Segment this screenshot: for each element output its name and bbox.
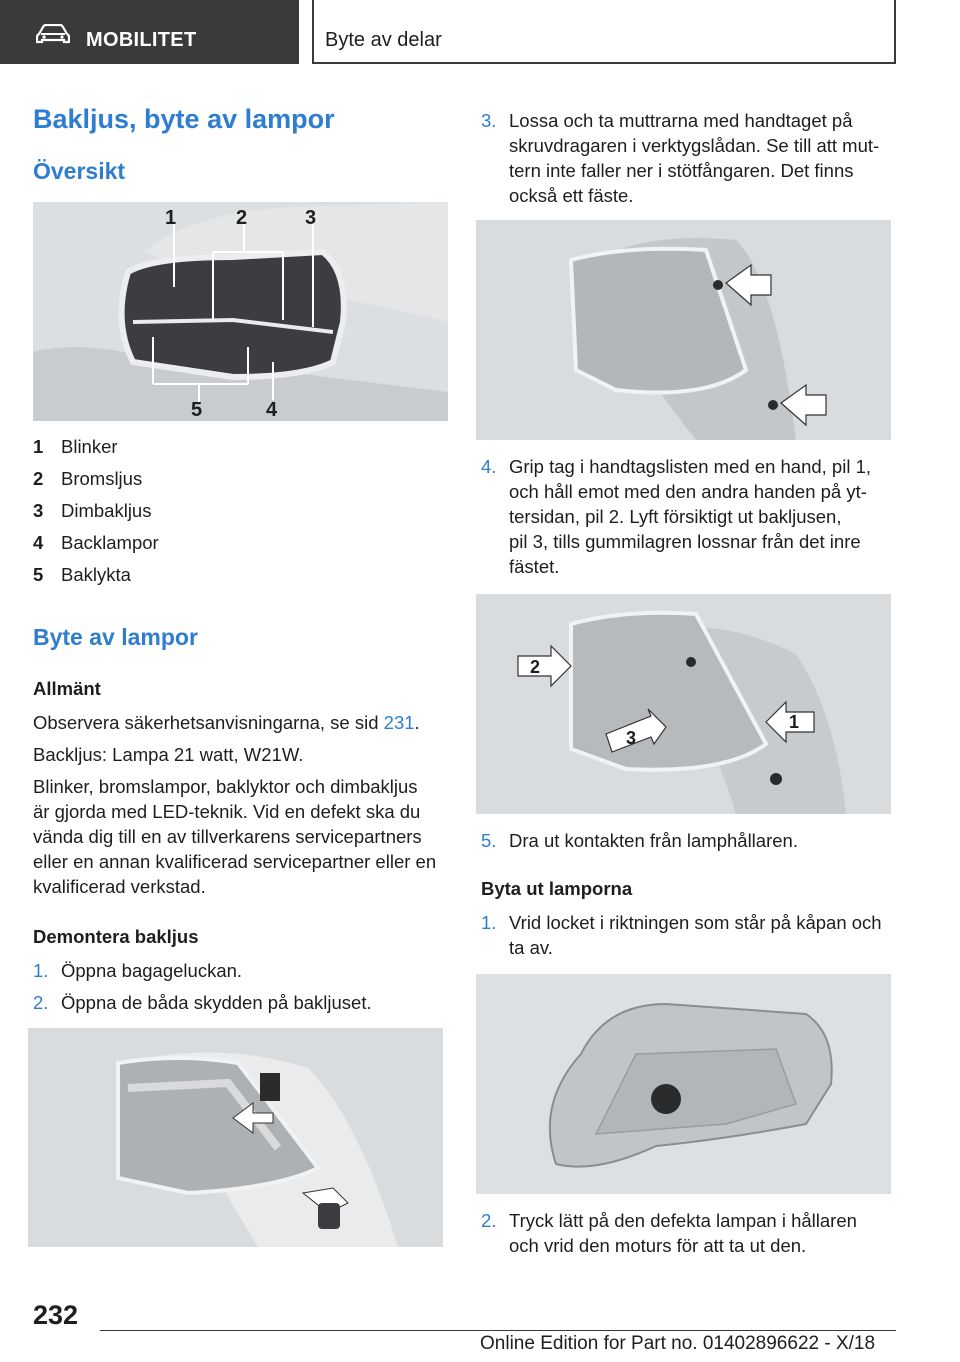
lift-out-figure (476, 594, 891, 814)
legend-number: 4 (33, 532, 44, 553)
bulb-spec: Backljus: Lampa 21 watt, W21W. (33, 744, 304, 765)
page-number: 232 (33, 1300, 79, 1330)
footer-rule (100, 1330, 896, 1331)
callout-2: 2 (236, 207, 248, 229)
arrow-label-3: 3 (626, 728, 637, 748)
replace-step-1: 1. Vrid locket i riktningen som står på kåpan och ta av. (481, 912, 882, 958)
trunk-covers-figure (28, 1028, 443, 1247)
callout-5: 5 (191, 399, 203, 421)
arrow-label-1: 1 (789, 712, 800, 732)
legend-label: Baklykta (61, 564, 131, 585)
general-heading: Allmänt (33, 678, 101, 699)
dismount-step-2: 2. Öppna de båda skydden på bakljuset. (33, 992, 372, 1013)
overview-figure (33, 202, 448, 421)
legend-item (33, 468, 333, 500)
legend-item (33, 532, 333, 564)
legend-label: Dimbakljus (61, 500, 152, 521)
callout-1: 1 (165, 207, 177, 229)
header-right-border (894, 0, 896, 64)
section-tab (0, 0, 299, 64)
safety-note: Observera säkerhetsanvisningarna, se sid 231. (33, 712, 420, 733)
legend-label: Bromsljus (61, 468, 143, 489)
legend-number: 3 (33, 500, 44, 521)
page-link[interactable]: 231 (383, 712, 415, 733)
lamp-unit-figure (476, 974, 891, 1194)
page-title: Byte av delar (325, 29, 442, 51)
callout-3: 3 (305, 207, 317, 229)
arrow-label-2: 2 (530, 657, 541, 677)
legend-item (33, 500, 333, 532)
legend-number: 5 (33, 564, 44, 585)
legend-label: Blinker (61, 436, 118, 457)
legend-number: 1 (33, 436, 44, 457)
main-heading: Bakljus, byte av lampor (33, 104, 335, 134)
legend-item (33, 436, 333, 468)
dismount-step-4: 4. Grip tag i handtagslisten med en hand, pil 1, och håll emot med den andra handen på yt- tersidan, pil 2. Lyft försiktigt ut bakljusen, pil 3, tills gummilagren lossnar från det inre fästet. (481, 456, 872, 577)
car-icon (36, 24, 70, 44)
edition-text: Online Edition for Part no. 01402896622 - X/18 (480, 1333, 876, 1354)
replace-step-2: 2. Tryck lätt på den defekta lampan i hållaren och vrid den moturs för att ta ut den. (481, 1210, 857, 1256)
section-label: MOBILITET (86, 29, 197, 51)
dismount-heading: Demontera bakljus (33, 926, 199, 947)
led-paragraph: Blinker, bromslampor, baklyktor och dimbakljus är gjorda med LED-teknik. Vid en defekt ska du vända dig till en av tillverkarens servicepartners eller en annan kvalificerad servicepartner eller en kvalificerad verkstad. (33, 776, 437, 897)
replace-bulbs-heading: Byta ut lamporna (481, 878, 633, 899)
nuts-figure (476, 220, 891, 440)
header-divider (312, 0, 314, 64)
header-underline (312, 62, 896, 64)
replace-heading: Byte av lampor (33, 624, 198, 650)
legend-label: Backlampor (61, 532, 159, 553)
legend-item (33, 564, 333, 596)
dismount-step-1: 1. Öppna bagageluckan. (33, 960, 243, 981)
callout-4: 4 (266, 399, 278, 421)
dismount-step-5: 5. Dra ut kontakten från lamphållaren. (481, 830, 798, 851)
dismount-step-3: 3. Lossa och ta muttrarna med handtaget på skruvdragaren i verktygslådan. Se till att mut- tern inte faller ner i stötfångaren. Det finns också ett fäste. (481, 110, 880, 206)
legend-number: 2 (33, 468, 44, 489)
overview-heading: Översikt (33, 158, 126, 184)
